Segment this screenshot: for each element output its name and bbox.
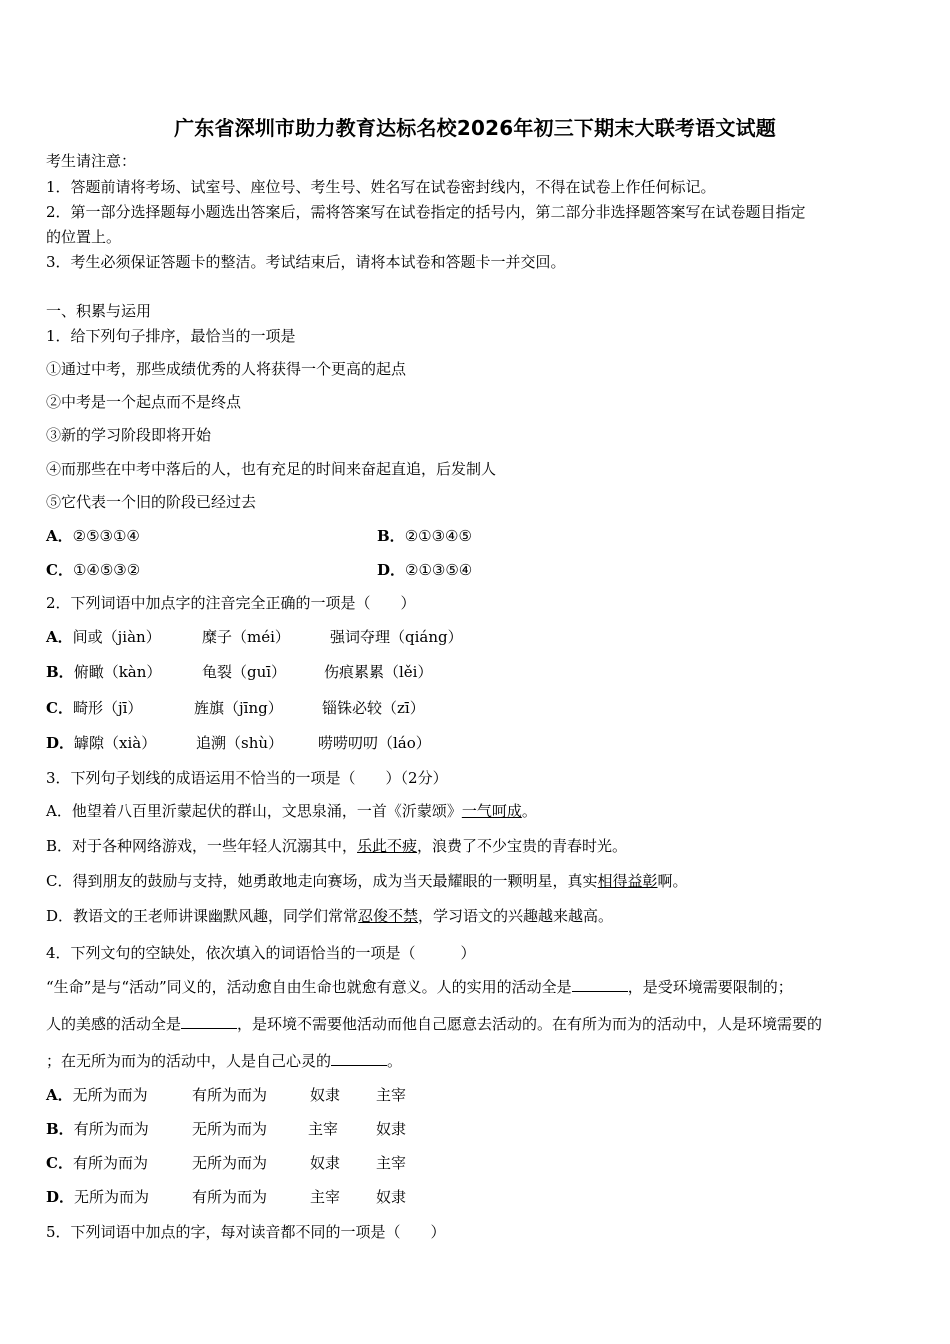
option-text: ②①③④⑤ [404, 527, 472, 545]
q2-option-a-word: 糜子（méi） [202, 628, 290, 646]
q4-passage-line [46, 977, 793, 997]
q2-option-b[interactable] [46, 662, 161, 682]
q2-option-d-word: 追溯（shù） [196, 734, 284, 752]
option-text: ②①③⑤④ [405, 561, 473, 579]
notice-heading: 考生请注意： [46, 152, 137, 170]
q1-option-d[interactable] [377, 560, 472, 580]
q4-option-a-word: 主宰 [376, 1086, 407, 1104]
q3-option-d[interactable] [46, 906, 613, 926]
q1-sentence: ③新的学习阶段即将开始 [46, 426, 212, 444]
underlined-idiom: 一气呵成 [461, 802, 522, 820]
question-1-stem: 1．给下列句子排序，最恰当的一项是 [46, 327, 296, 345]
notice-item: 的位置上。 [46, 228, 122, 246]
q2-option-a[interactable] [46, 627, 161, 647]
passage-text: 人的美感的活动全是 [46, 1015, 182, 1033]
option-text: ①④⑤③② [72, 561, 141, 579]
q3-option-a[interactable] [46, 801, 537, 821]
q4-option-d-word: 主宰 [310, 1188, 341, 1206]
option-letter: C． [46, 561, 73, 579]
section-heading: 一、积累与运用 [46, 302, 152, 320]
passage-text: ，是环境不需要他活动而他自己愿意去活动的。在有所为而为的活动中，人是环境需要的 [237, 1015, 823, 1033]
q4-option-d-word: 有所为而为 [192, 1188, 268, 1206]
option-letter: B． [377, 527, 405, 545]
q1-sentence: ①通过中考，那些成绩优秀的人将获得一个更高的起点 [46, 360, 407, 378]
option-word: 罅隙（xià） [74, 734, 157, 752]
option-letter: A． [46, 1086, 73, 1104]
option-text: ②⑤③①④ [72, 527, 140, 545]
q2-option-b-word: 龟裂（guī） [202, 663, 287, 681]
question-4-stem: 4．下列文句的空缺处，依次填入的词语恰当的一项是（ ） [46, 944, 476, 962]
option-word: 俯瞰（kàn） [73, 663, 162, 681]
option-letter: D． [377, 561, 406, 579]
option-text: ，学习语文的兴趣越来越高。 [418, 907, 614, 925]
passage-text: ，是受环境需要限制的； [627, 978, 793, 996]
q4-option-b-word: 主宰 [308, 1120, 339, 1138]
q2-option-c-word: 锱铢必较（zī） [322, 699, 425, 717]
option-text: C．得到朋友的鼓励与支持，她勇敢地走向赛场，成为当天最耀眼的一颗明星，真实 [46, 872, 598, 890]
question-3-stem: 3．下列句子划线的成语运用不恰当的一项是（ ）（2分） [46, 769, 448, 787]
page-title: 广东省深圳市助力教育达标名校2026年初三下期末大联考语文试题 [174, 116, 776, 140]
fill-blank[interactable] [572, 977, 628, 992]
q4-option-c-word: 无所为而为 [192, 1154, 268, 1172]
notice-item: 3．考生必须保证答题卡的整洁。考试结束后，请将本试卷和答题卡一并交回。 [46, 253, 566, 271]
q4-option-c-word: 奴隶 [310, 1154, 341, 1172]
option-letter: A． [46, 527, 73, 545]
option-word: 间或（jiàn） [72, 628, 161, 646]
q4-passage-line [46, 1014, 822, 1034]
q1-sentence: ⑤它代表一个旧的阶段已经过去 [46, 493, 257, 511]
notice-item: 2．第一部分选择题每小题选出答案后，需将答案写在试卷指定的括号内，第二部分非选择题答案写在试卷题目指定 [46, 203, 806, 221]
option-letter: B． [46, 1120, 74, 1138]
option-word: 无所为而为 [72, 1086, 148, 1104]
option-letter: D． [46, 734, 75, 752]
q1-option-b[interactable] [377, 526, 472, 546]
fill-blank[interactable] [331, 1051, 387, 1066]
passage-text: “生命”是与“活动”同义的，活动愈自由生命也就愈有意义。人的实用的活动全是 [46, 978, 572, 996]
q2-option-d-word: 唠唠叨叨（láo） [318, 734, 431, 752]
fill-blank[interactable] [181, 1014, 237, 1029]
option-text: ，浪费了不少宝贵的青春时光。 [417, 837, 628, 855]
option-text: 啊。 [657, 872, 688, 890]
q4-option-a[interactable] [46, 1085, 148, 1105]
q4-option-d[interactable] [46, 1187, 149, 1207]
option-text: A．他望着八百里沂蒙起伏的群山，文思泉涌，一首《沂蒙颂》 [46, 802, 462, 820]
question-5-stem: 5．下列词语中加点的字，每对读音都不同的一项是（ ） [46, 1223, 446, 1241]
q1-option-c[interactable] [46, 560, 140, 580]
q2-option-c-word: 旌旗（jīng） [194, 699, 283, 717]
q4-option-a-word: 奴隶 [310, 1086, 341, 1104]
question-2-stem: 2．下列词语中加点字的注音完全正确的一项是（ ） [46, 594, 416, 612]
underlined-idiom: 相得益彰 [597, 872, 658, 890]
q3-option-c[interactable] [46, 871, 688, 891]
q4-option-b-word: 奴隶 [376, 1120, 407, 1138]
option-letter: C． [46, 1154, 73, 1172]
q2-option-a-word: 强词夺理（qiáng） [330, 628, 463, 646]
option-letter: B． [46, 663, 74, 681]
notice-item: 1．答题前请将考场、试室号、座位号、考生号、姓名写在试卷密封线内，不得在试卷上作任何标记。 [46, 178, 716, 196]
q1-sentence: ④而那些在中考中落后的人，也有充足的时间来奋起直追，后发制人 [46, 460, 497, 478]
option-word: 畸形（jī） [72, 699, 143, 717]
underlined-idiom: 忍俊不禁 [358, 907, 419, 925]
q4-option-b[interactable] [46, 1119, 149, 1139]
q4-option-a-word: 有所为而为 [192, 1086, 268, 1104]
option-letter: A． [46, 628, 73, 646]
q4-option-c-word: 主宰 [376, 1154, 407, 1172]
passage-text: ；在无所为而为的活动中，人是自己心灵的 [46, 1052, 332, 1070]
underlined-idiom: 乐此不疲 [357, 837, 418, 855]
q2-option-d[interactable] [46, 733, 156, 753]
option-word: 无所为而为 [74, 1188, 150, 1206]
option-word: 有所为而为 [73, 1120, 149, 1138]
option-letter: D． [46, 1188, 75, 1206]
q2-option-b-word: 伤痕累累（lěi） [324, 663, 433, 681]
passage-text: 。 [387, 1052, 403, 1070]
option-text: D．教语文的王老师讲课幽默风趣，同学们常常 [46, 907, 359, 925]
option-text: 。 [521, 802, 537, 820]
option-letter: C． [46, 699, 73, 717]
option-word: 有所为而为 [72, 1154, 148, 1172]
option-text: B．对于各种网络游戏，一些年轻人沉溺其中， [46, 837, 358, 855]
q4-option-d-word: 奴隶 [376, 1188, 407, 1206]
q4-option-b-word: 无所为而为 [192, 1120, 268, 1138]
q4-option-c[interactable] [46, 1153, 148, 1173]
q3-option-b[interactable] [46, 836, 627, 856]
q2-option-c[interactable] [46, 698, 142, 718]
q1-sentence: ②中考是一个起点而不是终点 [46, 393, 242, 411]
q4-passage-line [46, 1051, 402, 1071]
q1-option-a[interactable] [46, 526, 140, 546]
